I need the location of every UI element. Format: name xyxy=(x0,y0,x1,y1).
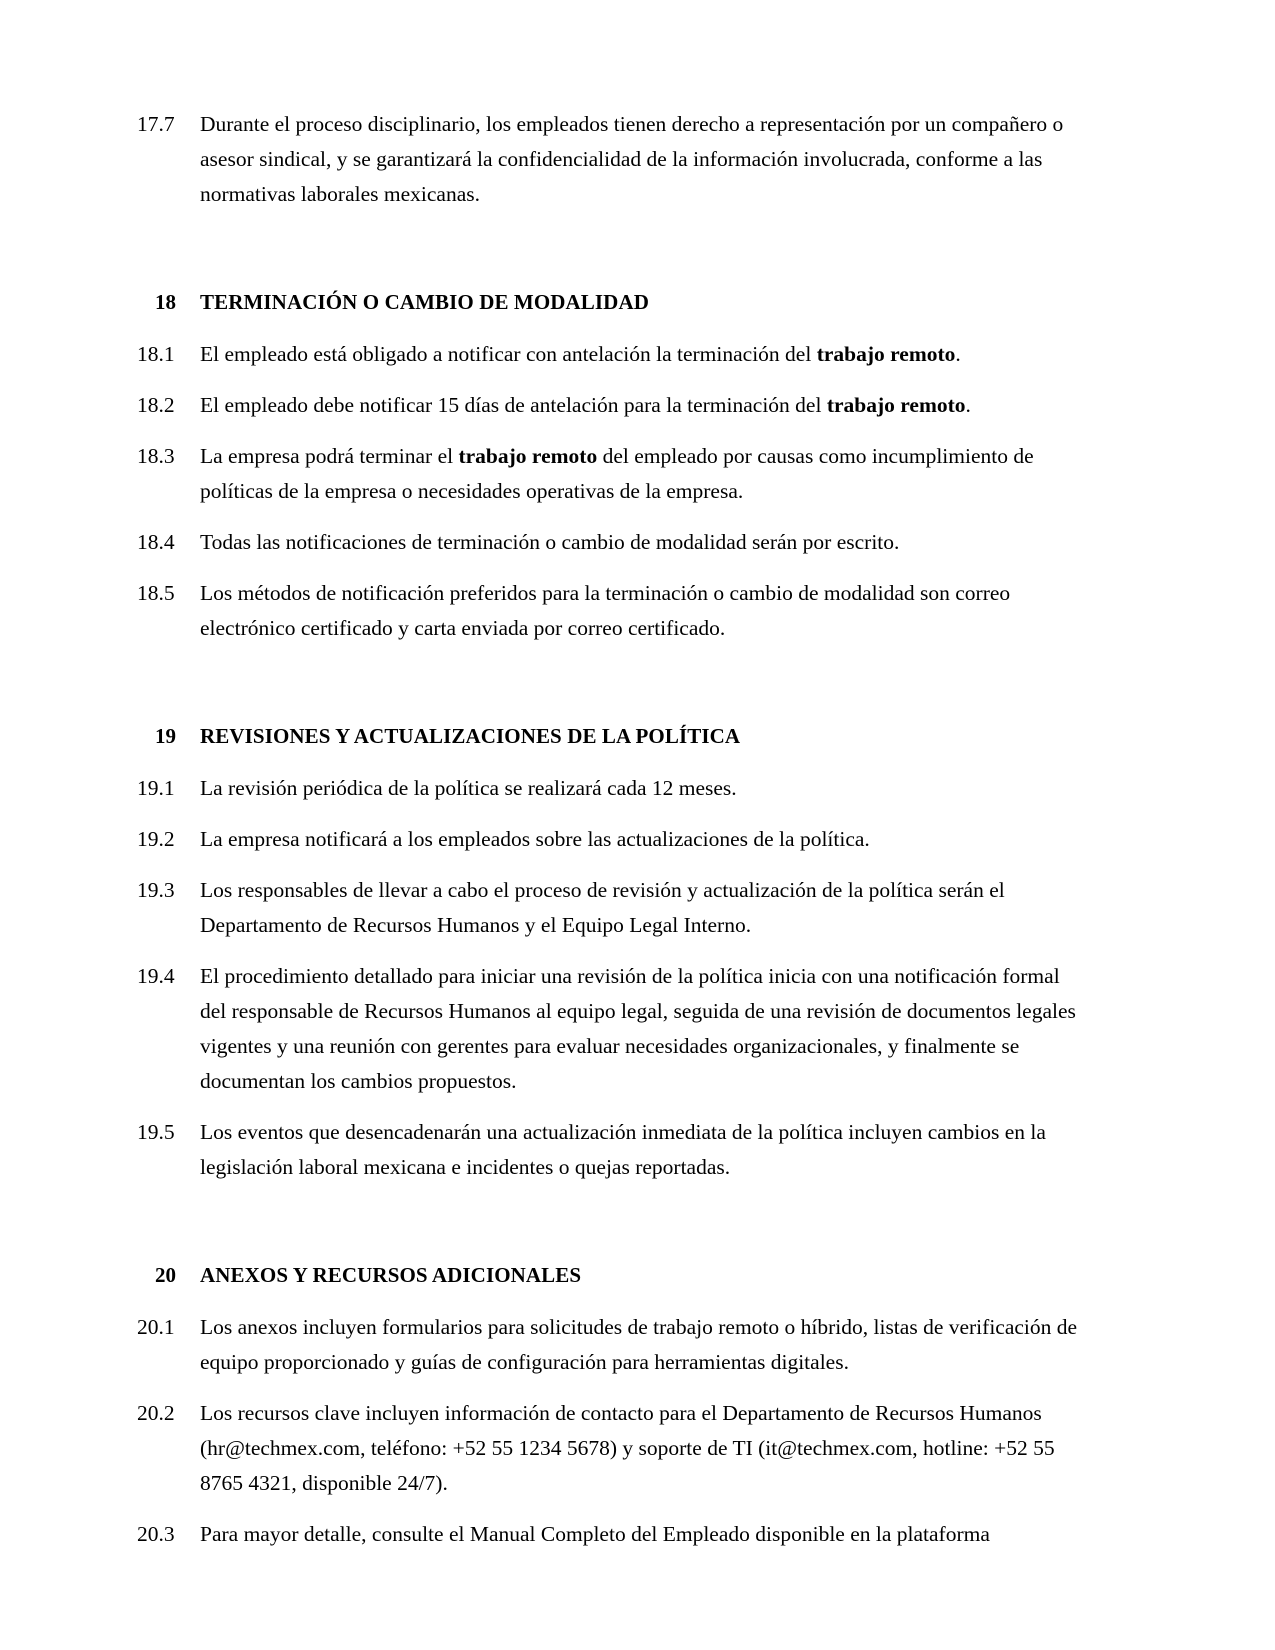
heading-number: 18 xyxy=(155,290,176,314)
document-body xyxy=(137,107,1082,1552)
clause-number: 18.4 xyxy=(137,530,175,554)
clause-number: 19.4 xyxy=(137,964,175,988)
section-spacer xyxy=(137,1201,1082,1258)
heading-title: TERMINACIÓN O CAMBIO DE MODALIDAD xyxy=(200,290,649,314)
clause-text: La revisión periódica de la política se realizará cada 12 meses. xyxy=(200,776,737,800)
heading-number: 19 xyxy=(155,724,176,748)
clause-number: 20.3 xyxy=(137,1522,175,1546)
clause-19-3 xyxy=(137,873,1082,943)
clause-17-7 xyxy=(137,107,1082,212)
heading-number: 20 xyxy=(155,1263,176,1287)
clause-number: 20.2 xyxy=(137,1401,175,1425)
clause-18-5 xyxy=(137,576,1082,646)
clause-number: 19.5 xyxy=(137,1120,175,1144)
heading-title: ANEXOS Y RECURSOS ADICIONALES xyxy=(200,1263,582,1287)
heading-19 xyxy=(137,719,1082,753)
clause-20-2 xyxy=(137,1396,1082,1501)
section-spacer xyxy=(137,662,1082,719)
clause-20-1 xyxy=(137,1310,1082,1380)
clause-text: Para mayor detalle, consulte el Manual Completo del Empleado disponible en la plataforma xyxy=(200,1522,990,1546)
clause-text: El empleado debe notificar 15 días de antelación para la terminación del trabajo remoto. xyxy=(200,393,971,417)
clause-20-3 xyxy=(137,1517,1082,1552)
clause-number: 18.3 xyxy=(137,444,175,468)
clause-number: 18.2 xyxy=(137,393,175,417)
clause-19-1 xyxy=(137,771,1082,806)
clause-number: 19.3 xyxy=(137,878,175,902)
clause-text: Todas las notificaciones de terminación o cambio de modalidad serán por escrito. xyxy=(200,530,900,554)
clause-text: La empresa notificará a los empleados sobre las actualizaciones de la política. xyxy=(200,827,870,851)
clause-19-2 xyxy=(137,822,1082,857)
clause-text: Los anexos incluyen formularios para solicitudes de trabajo remoto o híbrido, listas de verificación de equipo proporcionado y guías de configuración para herramientas digitales. xyxy=(200,1315,1078,1374)
clause-text: El procedimiento detallado para iniciar una revisión de la política inicia con una notificación formal del responsable de Recursos Humanos al equipo legal, seguida de una revisión de documentos legales vigentes y una reunión con gerentes para evaluar necesidades organizacionales, y finalmente se documentan los cambios propuestos. xyxy=(200,964,1076,1093)
clause-18-4 xyxy=(137,525,1082,560)
clause-number: 18.1 xyxy=(137,342,175,366)
section-spacer xyxy=(137,228,1082,285)
clause-text: El empleado está obligado a notificar con antelación la terminación del trabajo remoto. xyxy=(200,342,961,366)
clause-19-4 xyxy=(137,959,1082,1099)
clause-18-3 xyxy=(137,439,1082,509)
heading-20 xyxy=(137,1258,1082,1292)
clause-text: Los eventos que desencadenarán una actualización inmediata de la política incluyen cambios en la legislación laboral mexicana e incidentes o quejas reportadas. xyxy=(200,1120,1046,1179)
clause-19-5 xyxy=(137,1115,1082,1185)
clause-text: Los responsables de llevar a cabo el proceso de revisión y actualización de la política serán el Departamento de Recursos Humanos y el Equipo Legal Interno. xyxy=(200,878,1005,937)
clause-text: Los métodos de notificación preferidos para la terminación o cambio de modalidad son correo electrónico certificado y carta enviada por correo certificado. xyxy=(200,581,1011,640)
clause-18-2 xyxy=(137,388,1082,423)
clause-number: 18.5 xyxy=(137,581,175,605)
clause-text: Durante el proceso disciplinario, los empleados tienen derecho a representación por un compañero o asesor sindical, y se garantizará la confidencialidad de la información involucrada, conforme a las normativas laborales mexicanas. xyxy=(200,112,1064,206)
heading-18 xyxy=(137,285,1082,319)
clause-18-1 xyxy=(137,337,1082,372)
clause-number: 19.2 xyxy=(137,827,175,851)
clause-number: 19.1 xyxy=(137,776,175,800)
clause-text: La empresa podrá terminar el trabajo remoto del empleado por causas como incumplimiento de políticas de la empresa o necesidades operativas de la empresa. xyxy=(200,444,1034,503)
clause-text: Los recursos clave incluyen información de contacto para el Departamento de Recursos Humanos (hr@techmex.com, teléfono: +52 55 1234 5678) y soporte de TI (it@techmex.com, hotline: +52 55 8765 4321, disponible 24/7). xyxy=(200,1401,1055,1495)
clause-number: 20.1 xyxy=(137,1315,175,1339)
clause-number: 17.7 xyxy=(137,112,175,136)
heading-title: REVISIONES Y ACTUALIZACIONES DE LA POLÍTICA xyxy=(200,724,741,748)
